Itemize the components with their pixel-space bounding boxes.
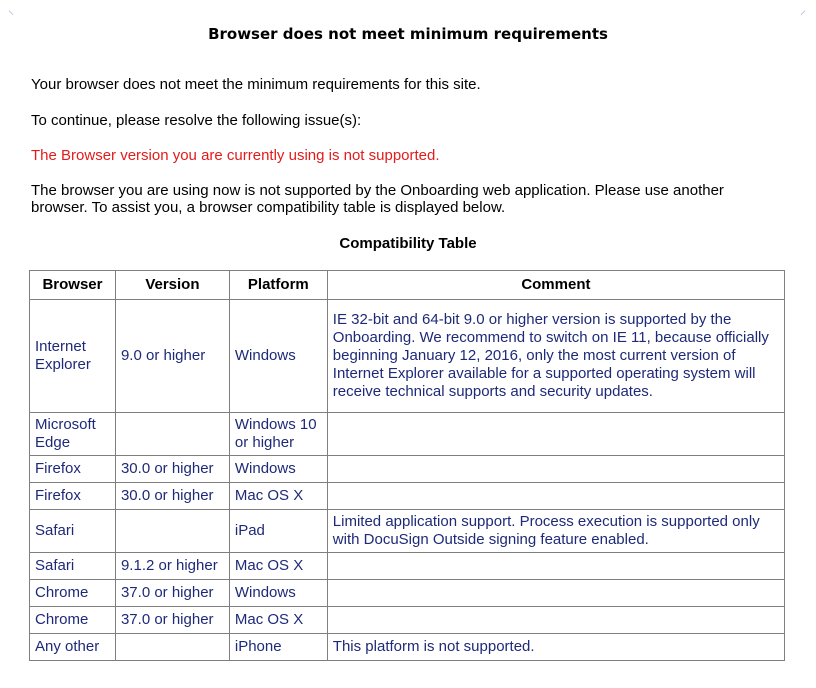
version-cell: 30.0 or higher bbox=[115, 456, 229, 483]
header-comment: Comment bbox=[327, 271, 784, 300]
comment-cell bbox=[327, 483, 784, 510]
comment-cell: Limited application support. Process execution is supported only with DocuSign Outside signing feature enabled. bbox=[327, 510, 784, 553]
platform-cell: iPhone bbox=[229, 634, 327, 661]
header-platform: Platform bbox=[229, 271, 327, 300]
comment-cell bbox=[327, 580, 784, 607]
version-cell bbox=[115, 634, 229, 661]
table-row bbox=[30, 580, 785, 607]
table-row bbox=[30, 413, 785, 456]
compatibility-table bbox=[29, 270, 785, 661]
comment-cell bbox=[327, 553, 784, 580]
platform-cell: iPad bbox=[229, 510, 327, 553]
table-header-row bbox=[30, 271, 785, 300]
browser-cell: Chrome bbox=[30, 607, 116, 634]
browser-cell: Safari bbox=[30, 510, 116, 553]
table-row bbox=[30, 553, 785, 580]
version-cell bbox=[115, 413, 229, 456]
browser-cell: Firefox bbox=[30, 483, 116, 510]
table-row bbox=[30, 634, 785, 661]
browser-cell: Chrome bbox=[30, 580, 116, 607]
page-title: Browser does not meet minimum requirements bbox=[208, 25, 608, 43]
table-caption: Compatibility Table bbox=[339, 235, 477, 252]
version-cell: 37.0 or higher bbox=[115, 607, 229, 634]
platform-cell: Windows bbox=[229, 456, 327, 483]
platform-cell: Windows bbox=[229, 300, 327, 413]
platform-cell: Windows 10 or higher bbox=[229, 413, 327, 456]
browser-cell: Safari bbox=[30, 553, 116, 580]
table-row bbox=[30, 607, 785, 634]
table-row bbox=[30, 483, 785, 510]
browser-cell: Microsoft Edge bbox=[30, 413, 116, 456]
version-cell bbox=[115, 510, 229, 553]
comment-cell: This platform is not supported. bbox=[327, 634, 784, 661]
header-browser: Browser bbox=[30, 271, 116, 300]
table-row bbox=[30, 510, 785, 553]
corner-mark-right-icon: ⸍ bbox=[799, 8, 806, 22]
instruction-text: To continue, please resolve the following issue(s): bbox=[31, 112, 362, 129]
browser-cell: Firefox bbox=[30, 456, 116, 483]
platform-cell: Mac OS X bbox=[229, 553, 327, 580]
version-cell: 37.0 or higher bbox=[115, 580, 229, 607]
corner-mark-left-icon: ⸌ bbox=[8, 8, 15, 22]
comment-cell: IE 32-bit and 64-bit 9.0 or higher version is supported by the Onboarding. We recommend to switch on IE 11, because officially beginning January 12, 2016, only the most current version of Internet Explorer available for a supported operating system will receive technical supports and security updates. bbox=[327, 300, 784, 413]
comment-cell bbox=[327, 413, 784, 456]
platform-cell: Windows bbox=[229, 580, 327, 607]
browser-cell: Any other bbox=[30, 634, 116, 661]
header-version: Version bbox=[115, 271, 229, 300]
table-row bbox=[30, 300, 785, 413]
version-cell: 9.0 or higher bbox=[115, 300, 229, 413]
comment-cell bbox=[327, 607, 784, 634]
browser-cell: Internet Explorer bbox=[30, 300, 116, 413]
comment-cell bbox=[327, 456, 784, 483]
version-cell: 9.1.2 or higher bbox=[115, 553, 229, 580]
error-message: The Browser version you are currently using is not supported. bbox=[31, 147, 440, 164]
requirements-message: Your browser does not meet the minimum requirements for this site. bbox=[31, 76, 481, 93]
platform-cell: Mac OS X bbox=[229, 607, 327, 634]
version-cell: 30.0 or higher bbox=[115, 483, 229, 510]
table-row bbox=[30, 456, 785, 483]
platform-cell: Mac OS X bbox=[229, 483, 327, 510]
detail-text: The browser you are using now is not supported by the Onboarding web application. Please use another browser. To assist you, a browser compatibility table is displayed below. bbox=[31, 182, 724, 216]
